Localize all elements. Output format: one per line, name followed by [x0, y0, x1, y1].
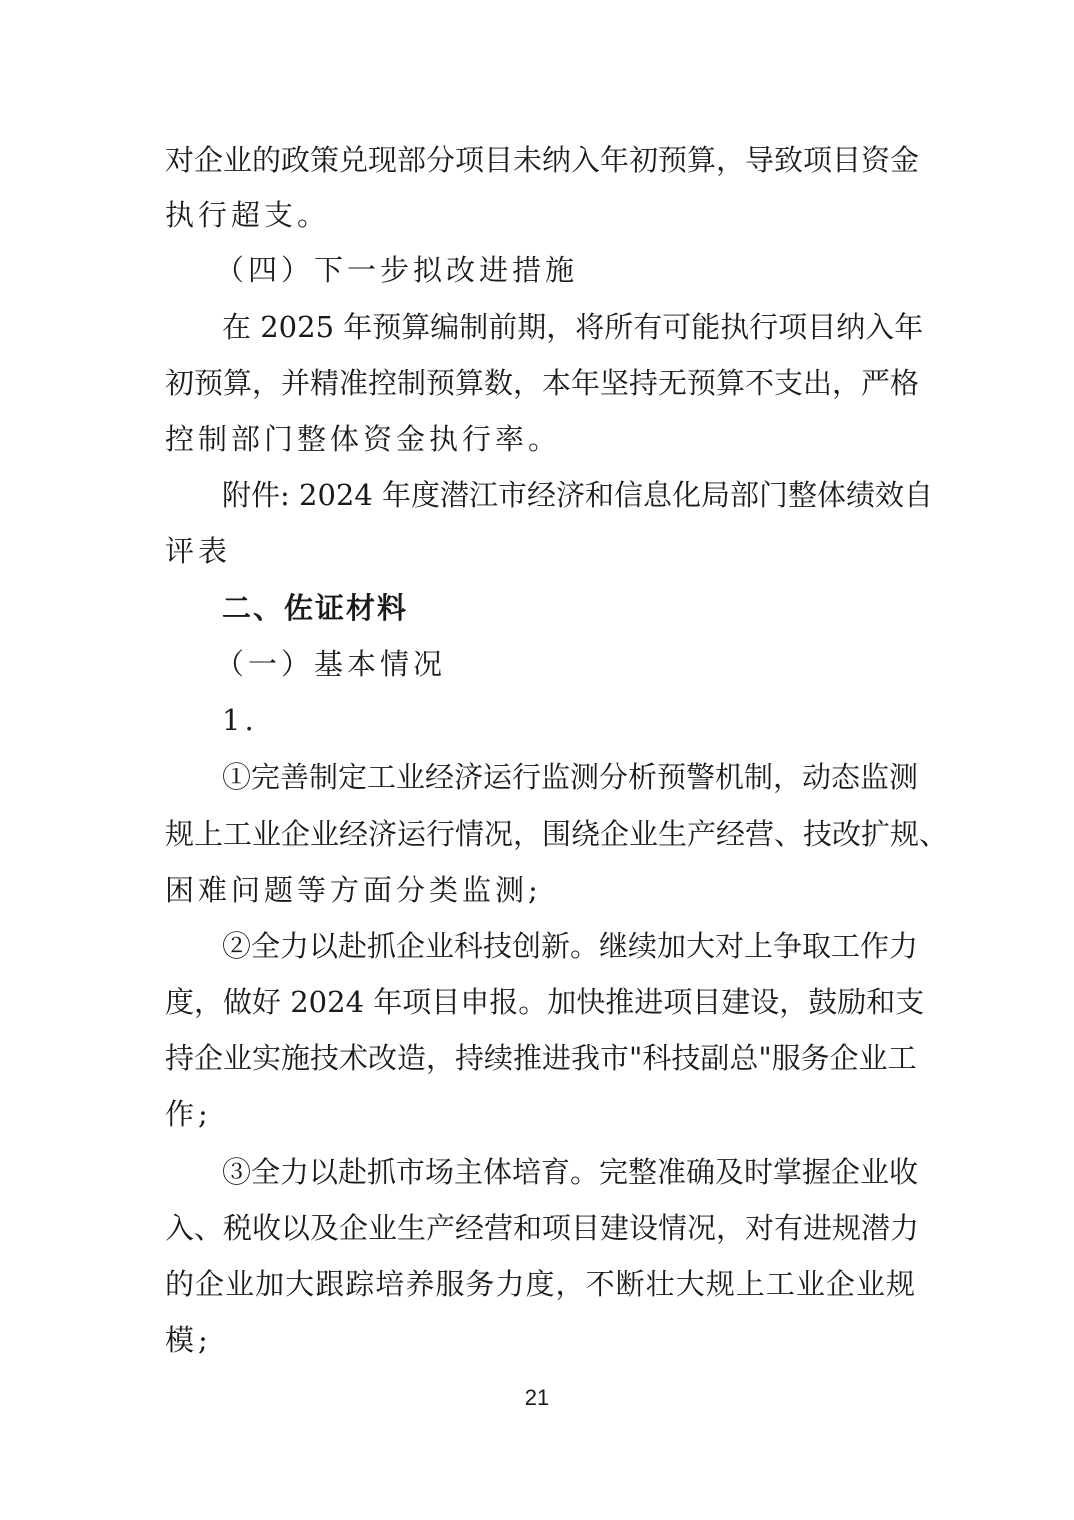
section-title: 二、佐证材料: [222, 591, 409, 625]
list-item-line: 入、税收以及企业生产经营和项目建设情况，对有进规潜力: [165, 1211, 920, 1245]
list-item-line: 度，做好 2024 年项目申报。加快推进项目建设，鼓励和支: [165, 985, 925, 1019]
paragraph-line: 在 2025 年预算编制前期，将所有可能执行项目纳入年: [222, 310, 924, 344]
paragraph-line: 对企业的政策兑现部分项目未纳入年初预算，导致项目资金: [165, 143, 920, 177]
list-item-line: 持企业实施技术改造，持续推进我市"科技副总"服务企业工: [165, 1041, 917, 1075]
list-item-line: 模;: [165, 1323, 212, 1357]
paragraph-line: 初预算，并精准控制预算数，本年坚持无预算不支出，严格: [165, 366, 920, 400]
paragraph-line: 控制部门整体资金执行率。: [165, 422, 562, 456]
subsection-heading: （一）基本情况: [215, 647, 447, 681]
list-item-line: 困难问题等方面分类监测;: [165, 873, 542, 907]
list-item-line: ③全力以赴抓市场主体培育。完整准确及时掌握企业收: [222, 1155, 919, 1189]
section-heading: （四）下一步拟改进措施: [215, 253, 579, 287]
page-number: 21: [524, 1385, 550, 1410]
list-item-line: 规上工业企业经济运行情况，围绕企业生产经营、技改扩规、: [165, 817, 949, 851]
attachment-line: 附件: 2024 年度潜江市经济和信息化局部门整体绩效自: [222, 478, 934, 512]
list-item-line: 作;: [165, 1097, 212, 1131]
attachment-line: 评表: [165, 534, 232, 568]
list-number: 1.: [222, 703, 258, 737]
list-item-line: ②全力以赴抓企业科技创新。继续加大对上争取工作力: [222, 929, 919, 963]
paragraph-line: 执行超支。: [165, 198, 331, 232]
list-item-line: ①完善制定工业经济运行监测分析预警机制，动态监测: [222, 760, 919, 794]
list-item-line: 的企业加大跟踪培养服务力度，不断壮大规上工业企业规: [165, 1267, 915, 1301]
